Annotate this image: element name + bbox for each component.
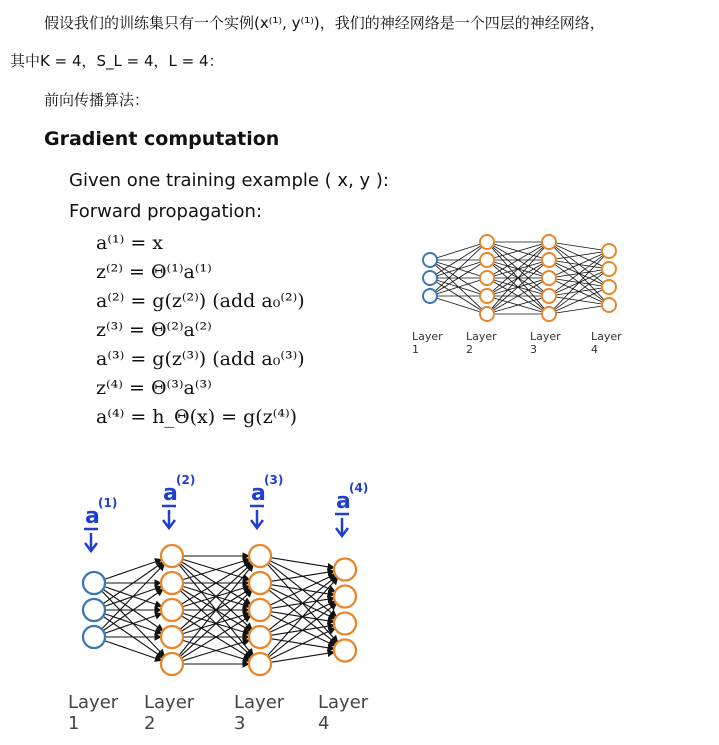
neuron-node: [602, 262, 616, 276]
neuron-node: [423, 289, 437, 303]
big-layer-label-3: Layer 3: [234, 692, 285, 734]
connection-line: [556, 243, 602, 250]
connection-line: [555, 254, 602, 275]
connection-line: [270, 628, 335, 659]
neuron-node: [334, 640, 356, 662]
small-layer-label-2: Layer 2: [466, 330, 497, 356]
equation-row: a⁽¹⁾ = x: [96, 232, 163, 254]
annotation-a: a: [85, 504, 100, 529]
neuron-node: [161, 653, 183, 675]
connection-line: [555, 255, 604, 292]
neuron-node: [480, 253, 494, 267]
connection-line: [270, 574, 335, 605]
neuron-node: [161, 599, 183, 621]
big-layer-label-4: Layer 4: [318, 692, 369, 734]
neuron-node: [83, 572, 105, 594]
neuron-node: [161, 626, 183, 648]
neuron-node: [542, 307, 556, 321]
slide-heading: Gradient computation: [44, 128, 280, 150]
neuron-node: [334, 586, 356, 608]
small-layer-label-3: Layer 3: [530, 330, 561, 356]
annotation-a: a: [163, 481, 178, 506]
small-network-diagram: [412, 228, 627, 328]
activation-annotation: [84, 496, 117, 551]
connection-line: [556, 252, 602, 259]
annotation-superscript: (3): [264, 473, 284, 487]
neuron-node: [249, 572, 271, 594]
neuron-node: [542, 235, 556, 249]
slide-forward-text: Forward propagation:: [69, 201, 263, 222]
annotation-a: a: [336, 489, 351, 514]
activation-annotation: [162, 473, 195, 528]
annotation-superscript: (1): [98, 496, 118, 510]
slide-given-text: Given one training example ( x, y ):: [69, 170, 389, 191]
equation-row: a⁽³⁾ = g(z⁽³⁾) (add a₀⁽³⁾): [96, 348, 305, 370]
annotation-a: a: [251, 481, 266, 506]
neuron-node: [542, 271, 556, 285]
intro-line-2: 其中K = 4，S_L = 4，L = 4：: [10, 52, 224, 70]
small-layer-label-1: Layer 1: [412, 330, 443, 356]
connection-line: [102, 564, 165, 629]
annotation-superscript: (2): [176, 473, 196, 487]
equation-row: a⁽⁴⁾ = h_Θ(x) = g(z⁽⁴⁾): [96, 406, 298, 428]
connection-line: [437, 244, 481, 258]
neuron-node: [249, 599, 271, 621]
neuron-node: [334, 559, 356, 581]
neuron-node: [334, 613, 356, 635]
neuron-node: [480, 235, 494, 249]
neuron-node: [542, 289, 556, 303]
big-layer-label-2: Layer 2: [144, 692, 195, 734]
equation-row: z⁽²⁾ = Θ⁽¹⁾a⁽¹⁾: [96, 261, 212, 283]
neuron-node: [249, 626, 271, 648]
neuron-node: [83, 599, 105, 621]
big-network-diagram: [60, 460, 380, 690]
small-layer-label-4: Layer 4: [591, 330, 622, 356]
connection-line: [556, 306, 602, 313]
equation-row: a⁽²⁾ = g(z⁽²⁾) (add a₀⁽²⁾): [96, 290, 305, 312]
equation-row: z⁽³⁾ = Θ⁽²⁾a⁽²⁾: [96, 319, 212, 341]
equation-list: [96, 232, 305, 435]
activation-annotation: [335, 481, 368, 536]
neuron-node: [480, 271, 494, 285]
neuron-node: [480, 307, 494, 321]
neuron-node: [249, 653, 271, 675]
connection-line: [437, 298, 481, 312]
annotation-superscript: (4): [349, 481, 369, 495]
connection-line: [555, 290, 602, 311]
connection-line: [435, 247, 482, 291]
equation-row: z⁽⁴⁾ = Θ⁽³⁾a⁽³⁾: [96, 377, 212, 399]
intro-line-3: 前向传播算法：: [44, 91, 150, 109]
neuron-node: [249, 545, 271, 567]
neuron-node: [83, 626, 105, 648]
connection-line: [554, 256, 604, 309]
neuron-node: [602, 280, 616, 294]
neuron-node: [161, 545, 183, 567]
neuron-node: [480, 289, 494, 303]
intro-line-1: 假设我们的训练集只有一个实例(x⁽¹⁾, y⁽¹⁾)，我们的神经网络是一个四层的神经网络，: [44, 14, 605, 32]
activation-annotation: [250, 473, 283, 528]
neuron-node: [602, 244, 616, 258]
big-layer-label-1: Layer 1: [68, 692, 119, 734]
neuron-node: [423, 253, 437, 267]
neuron-node: [542, 253, 556, 267]
connection-line: [269, 576, 337, 630]
neuron-node: [602, 298, 616, 312]
neuron-node: [161, 572, 183, 594]
neuron-node: [423, 271, 437, 285]
